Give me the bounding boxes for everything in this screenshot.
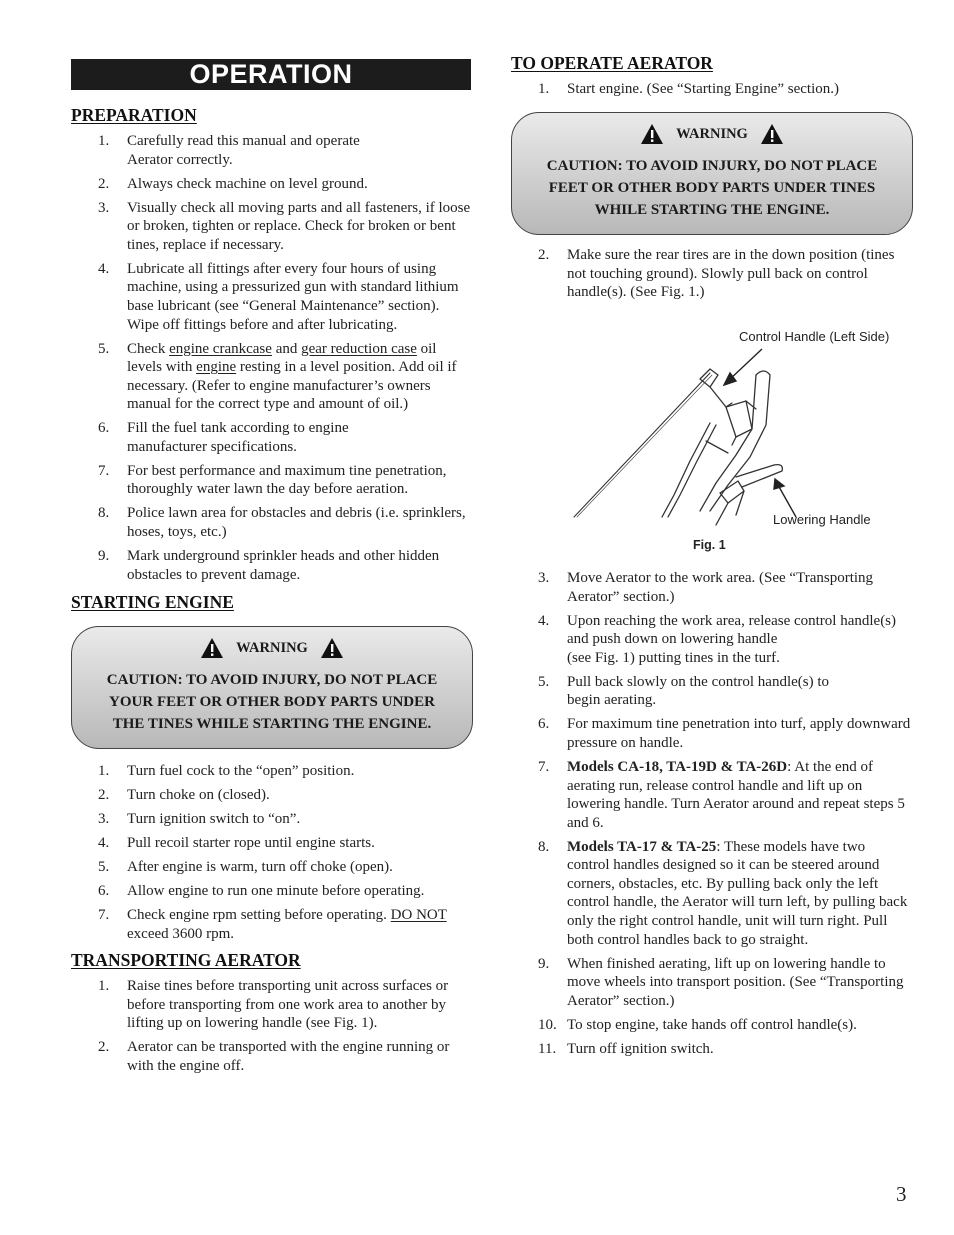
list-item	[71, 340, 471, 414]
list-item	[71, 977, 471, 1033]
list-item-number: 11.	[538, 1040, 557, 1057]
list-item-text: Pull recoil starter rope until engine starts.	[127, 834, 375, 851]
list-item-number: 1.	[98, 133, 110, 149]
warning-title-text: WARNING	[676, 125, 748, 142]
list-item	[71, 906, 471, 943]
list-starting-engine	[71, 762, 471, 948]
warning-title-text: WARNING	[236, 639, 308, 656]
list-item	[511, 715, 911, 752]
list-item-text: Always check machine on level ground.	[127, 175, 368, 192]
list-item	[511, 612, 911, 668]
list-item	[71, 547, 471, 584]
warning-triangle-icon	[200, 637, 224, 659]
list-item	[71, 858, 471, 877]
list-item-number: 4.	[98, 834, 110, 851]
list-item	[71, 260, 471, 334]
warning-triangle-icon	[760, 123, 784, 145]
list-item-text: Turn choke on (closed).	[127, 786, 270, 803]
list-item	[71, 882, 471, 901]
list-item-text: Check engine crankcase and gear reduction case oil levels with engine resting in a level position. Add oil if necessary. (Refer to engine manufacturer’s owners manual for the correct type and amount of oil.)	[127, 340, 457, 413]
list-item	[511, 673, 911, 710]
list-item	[71, 419, 471, 456]
warning-body	[72, 669, 472, 735]
list-item-number: 5.	[98, 340, 110, 357]
list-item	[511, 838, 911, 950]
list-item-text: For best performance and maximum tine penetration, thoroughly water lawn the day before aeration.	[127, 462, 447, 498]
warning-line: CAUTION: TO AVOID INJURY, DO NOT PLACE	[106, 672, 438, 688]
list-item-text: Mark underground sprinkler heads and other hidden obstacles to prevent damage.	[127, 548, 440, 583]
list-operate-b	[511, 246, 911, 307]
list-item-text: Check engine rpm setting before operating. DO NOT exceed 3600 rpm.	[127, 906, 447, 942]
list-item	[511, 955, 911, 1011]
list-item-text: Pull back slowly on the control handle(s) to begin aerating.	[567, 673, 830, 709]
list-item-number: 8.	[98, 505, 110, 522]
list-item-number: 2.	[538, 247, 550, 263]
list-item-number: 10.	[538, 1016, 557, 1033]
list-item-number: 6.	[98, 420, 110, 437]
warning-triangle-icon	[640, 123, 664, 145]
warning-line: WHILE STARTING THE ENGINE.	[594, 202, 830, 218]
warning-box-starting	[71, 626, 473, 749]
list-item-text: Models CA-18, TA-19D & TA-26D: At the end of aerating run, release control handle and lift up on lowering handle. Turn Aerator around and repeat steps 5 and 6.	[567, 758, 905, 831]
list-item-number: 4.	[98, 260, 110, 277]
list-item-number: 2.	[98, 1039, 110, 1056]
list-item	[511, 80, 911, 99]
list-item-number: 1.	[98, 763, 110, 779]
list-item-text: To stop engine, take hands off control handle(s).	[567, 1016, 857, 1033]
list-item-text: Carefully read this manual and operate Aerator correctly.	[127, 133, 360, 168]
list-item	[71, 132, 471, 169]
list-operate-c	[511, 569, 911, 1064]
warning-line: YOUR FEET OR OTHER BODY PARTS UNDER	[109, 694, 435, 710]
list-item	[71, 462, 471, 499]
list-item	[71, 199, 471, 255]
list-item	[71, 786, 471, 805]
label-lowering-handle: Lowering Handle	[773, 512, 871, 527]
list-item	[511, 1040, 911, 1059]
list-item-text: Make sure the rear tires are in the down position (tines not touching ground). Slowly pull back on control handle(s). (See Fig. 1.)	[567, 247, 895, 301]
page-number: 3	[896, 1182, 907, 1206]
list-item-text: Turn off ignition switch.	[567, 1040, 714, 1057]
list-item-text: Models TA-17 & TA-25: These models have two control handles designed so it can be steered around corners, obstacles, etc. By pulling back only the left control handle, the Aerator will turn left, by pulling back only the right control handle, unit will turn right. Pull both control handles back to go straight.	[567, 838, 908, 948]
list-item-number: 8.	[538, 838, 550, 855]
list-item	[71, 1038, 471, 1075]
warning-line: THE TINES WHILE STARTING THE ENGINE.	[112, 716, 432, 732]
list-item-number: 7.	[98, 906, 110, 923]
list-item-text: Fill the fuel tank according to engine manufacturer specifications.	[127, 420, 349, 455]
list-item-text: Raise tines before transporting unit across surfaces or before transporting from one work area to another by lifting up on lowering handle (see Fig. 1).	[127, 978, 449, 1032]
list-item-text: When finished aerating, lift up on lowering handle to move wheels into transport position. (See “Transporting Aerator” section.)	[567, 955, 904, 1009]
heading-to-operate: TO OPERATE AERATOR	[511, 53, 713, 73]
list-item	[71, 504, 471, 541]
warning-triangle-icon	[320, 637, 344, 659]
list-item	[71, 175, 471, 194]
list-item-number: 2.	[98, 175, 110, 192]
list-item-number: 9.	[538, 955, 550, 972]
list-item	[71, 762, 471, 781]
list-item	[511, 246, 911, 302]
list-item	[511, 1016, 911, 1035]
list-item-number: 1.	[538, 81, 550, 97]
list-item-text: Turn ignition switch to “on”.	[127, 810, 301, 827]
list-item-text: Upon reaching the work area, release control handle(s) and push down on lowering handle (see Fig. 1) putting tines in the turf.	[567, 612, 897, 666]
list-item-number: 4.	[538, 612, 550, 629]
warning-line: CAUTION: TO AVOID INJURY, DO NOT PLACE	[546, 158, 878, 174]
list-item-text: Allow engine to run one minute before operating.	[127, 882, 425, 899]
list-item-text: Move Aerator to the work area. (See “Transporting Aerator” section.)	[567, 570, 874, 605]
list-transporting	[71, 977, 471, 1081]
section-banner: OPERATION	[71, 59, 471, 90]
list-item-number: 3.	[98, 199, 110, 216]
list-item-text: Start engine. (See “Starting Engine” section.)	[567, 81, 839, 97]
list-item	[511, 758, 911, 832]
warning-title	[512, 123, 912, 145]
list-item-number: 9.	[98, 548, 110, 564]
warning-line: FEET OR OTHER BODY PARTS UNDER TINES	[548, 180, 876, 196]
warning-body	[512, 155, 912, 221]
heading-starting-engine: STARTING ENGINE	[71, 592, 234, 612]
list-item-text: After engine is warm, turn off choke (open).	[127, 858, 393, 875]
list-item-text: Turn fuel cock to the “open” position.	[127, 763, 355, 779]
figure-caption: Fig. 1	[693, 538, 726, 552]
list-item-number: 7.	[98, 462, 110, 479]
list-item-text: Police lawn area for obstacles and debris (i.e. sprinklers, hoses, toys, etc.)	[127, 505, 466, 541]
list-item-number: 7.	[538, 758, 550, 775]
list-item	[71, 834, 471, 853]
list-item-number: 2.	[98, 786, 110, 803]
list-item-number: 3.	[98, 810, 110, 827]
list-preparation	[71, 132, 471, 590]
list-item-number: 6.	[98, 882, 110, 899]
figure-aerator-handles	[560, 345, 910, 530]
warning-title	[72, 637, 472, 659]
list-item-number: 6.	[538, 716, 550, 733]
list-item-text: Lubricate all fittings after every four hours of using machine, using a pressurized gun with standard lithium base lubricant (see “General Maintenance” section). Wipe off fittings before and after lubricating.	[127, 260, 459, 333]
warning-box-operate	[511, 112, 913, 235]
list-item-text: Visually check all moving parts and all fasteners, if loose or broken, tighten or replace. Check for broken or bent tines, replace if necessary.	[127, 199, 471, 253]
heading-preparation: PREPARATION	[71, 105, 197, 125]
list-item	[71, 810, 471, 829]
list-item-text: For maximum tine penetration into turf, apply downward pressure on handle.	[567, 716, 911, 751]
list-operate-a	[511, 80, 911, 104]
list-item	[511, 569, 911, 606]
list-item-number: 5.	[538, 673, 550, 690]
list-item-number: 5.	[98, 858, 110, 875]
heading-transporting: TRANSPORTING AERATOR	[71, 950, 301, 970]
list-item-text: Aerator can be transported with the engine running or with the engine off.	[127, 1039, 450, 1074]
list-item-number: 1.	[98, 978, 110, 994]
list-item-number: 3.	[538, 570, 550, 586]
label-control-handle: Control Handle (Left Side)	[739, 329, 890, 344]
